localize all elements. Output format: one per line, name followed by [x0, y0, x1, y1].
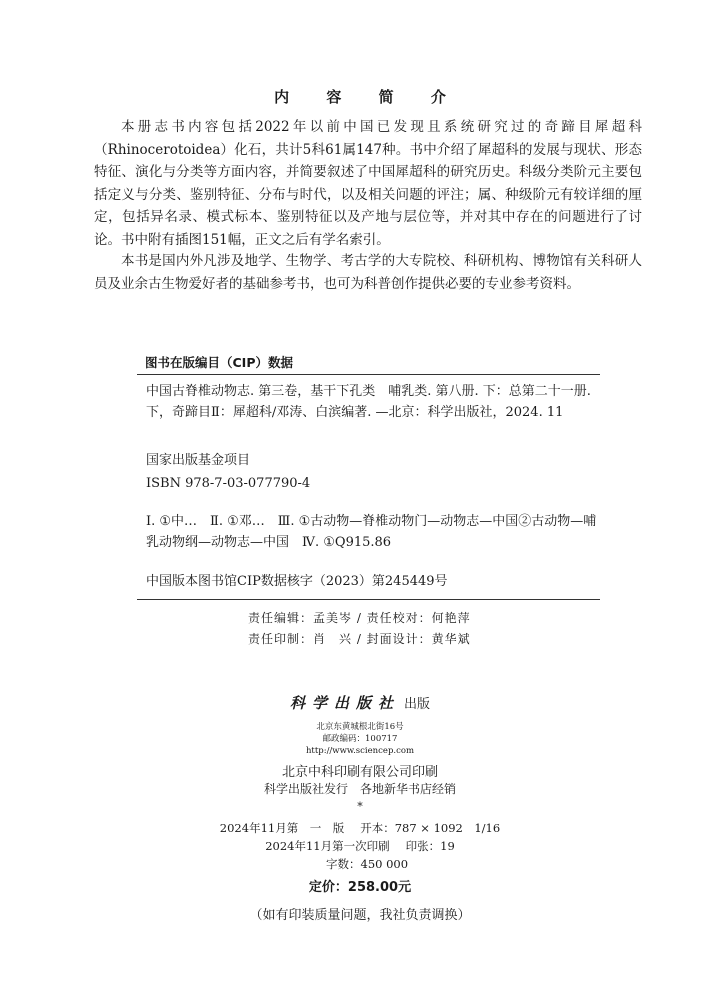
publisher-address: 北京东黄城根北街16号 — [316, 722, 404, 732]
staff-line-production: 责任印制：肖 兴 / 封面设计：黄华斌 — [248, 632, 471, 646]
word-count: 字数：450 000 — [326, 857, 409, 871]
price: 定价：258.00元 — [308, 880, 412, 895]
separator-star: * — [357, 800, 363, 813]
staff-line-editors: 责任编辑：孟美岑 / 责任校对：何艳萍 — [248, 611, 471, 625]
cip-main-entry: 中国古脊椎动物志. 第三卷，基干下孔类 哺乳类. 第八册. 下：总第二十一册. 下，奇蹄目Ⅱ：犀超科/邓涛、白滨编著. —北京：科学出版社，2024. 11 — [146, 384, 591, 420]
cip-classification: Ⅰ. ①中… Ⅱ. ①邓… Ⅲ. ①古动物—脊椎动物门—动物志—中国②古动物—哺乳动物纲—动物志—中国 Ⅳ. ①Q915.86 — [146, 514, 597, 550]
cip-verification: 中国版本图书馆CIP数据核字（2023）第245449号 — [146, 574, 448, 589]
edition-line — [0, 820, 720, 836]
cip-top-rule — [137, 374, 600, 375]
printed-sheets: 印张：19 — [405, 839, 455, 853]
publisher-postcode: 邮政编码：100717 — [322, 734, 398, 744]
cip-isbn: ISBN 978-7-03-077790-4 — [146, 476, 311, 491]
cip-fund: 国家出版基金项目 — [146, 453, 251, 468]
intro-paragraph-1: 本册志书内容包括2022年以前中国已发现且系统研究过的奇蹄目犀超科（Rhinocerotoidea）化石，共计5科61属147种。书中介绍了犀超科的发展与现状、形态特征、演化与分类等方面内容，并简要叙述了中国犀超科的研究历史。科级分类阶元主要包括定义与分类、鉴别特征、分布与时代，以及相关问题的评注；属、种级阶元有较详细的厘定，包括异名录、模式标本、鉴别特征以及产地与层位等，并对其中存在的问题进行了讨论。书中附有插图151幅，正文之后有学名索引。 — [94, 119, 642, 248]
intro-title: 内 容 简 介 — [274, 88, 462, 106]
printing-date: 2024年11月第一次印刷 — [265, 839, 390, 853]
publisher-block — [0, 692, 720, 713]
cip-bottom-rule — [137, 599, 600, 600]
edition-date: 2024年11月第 一 版 — [219, 821, 345, 835]
publisher-name: 科学出版社 — [289, 694, 400, 712]
cip-heading: 图书在版编目（CIP）数据 — [145, 355, 293, 370]
publisher-url: http://www.sciencep.com — [305, 746, 415, 756]
quality-note: （如有印装质量问题，我社负责调换） — [249, 908, 471, 923]
book-format: 开本：787 × 1092 1/16 — [360, 821, 501, 835]
printing-line — [0, 838, 720, 854]
printer: 北京中科印刷有限公司印刷 — [281, 765, 438, 780]
distribution: 科学出版社发行 各地新华书店经销 — [263, 782, 456, 796]
intro-paragraph-2: 本书是国内外凡涉及地学、生物学、考古学的大专院校、科研机构、博物馆有关科研人员及业余古生物爱好者的基础参考书，也可为科普创作提供必要的专业参考资料。 — [94, 253, 642, 292]
publisher-suffix: 出版 — [404, 697, 431, 712]
